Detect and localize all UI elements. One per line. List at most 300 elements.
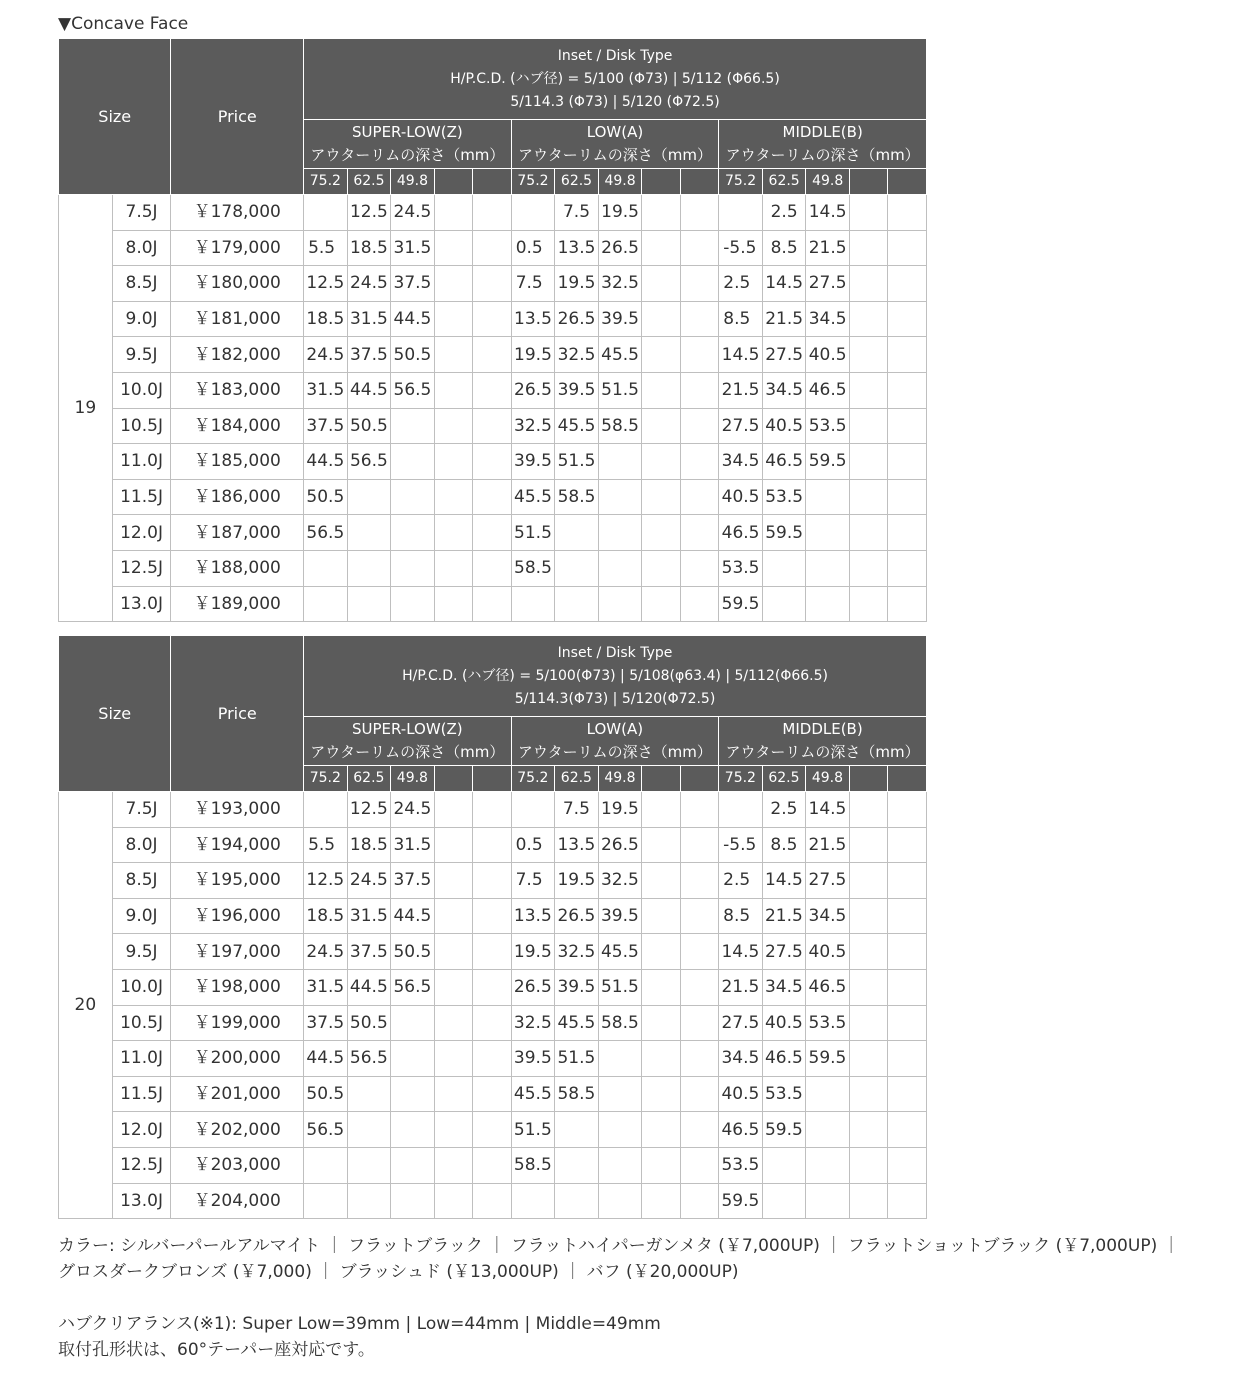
inset-value [347,515,391,551]
inset-value [391,479,435,515]
inset-value: 44.5 [391,898,435,934]
inset-value: 56.5 [391,969,435,1005]
rim-width: 13.0J [112,586,171,622]
inset-value [511,195,555,231]
inset-value: 37.5 [391,863,435,899]
inset-value [888,195,927,231]
inset-value: 50.5 [347,1005,391,1041]
inset-value: 24.5 [391,195,435,231]
price-cell: ￥182,000 [171,337,304,373]
inset-value: 51.5 [598,372,642,408]
inset-value: 58.5 [511,1147,555,1183]
inset-value: 39.5 [555,969,599,1005]
inset-value [849,1041,887,1077]
rim-width: 9.5J [112,934,171,970]
inset-value [762,586,806,622]
inset-value [680,266,718,302]
inset-value [888,934,927,970]
inset-value: 13.5 [511,301,555,337]
table-row [59,586,927,622]
pcd-line: H/P.C.D. (ハブ径) = 5/100(Φ73) | 5/108(φ63.4) | 5/112(Φ66.5) [402,667,828,684]
inset-value [347,1183,391,1219]
inset-value [888,827,927,863]
inset-value [434,792,472,828]
inset-header [304,636,927,717]
inset-value [642,863,680,899]
offset-header: 75.2 [511,169,555,195]
offset-header: 75.2 [304,766,348,792]
inset-value [806,1183,850,1219]
inset-value: 31.5 [304,372,348,408]
rim-depth-label: アウターリムの深さ（mm） [517,146,713,164]
table-row [59,372,927,408]
offset-header [680,169,718,195]
inset-value [642,934,680,970]
inset-value [473,230,511,266]
inset-value: 51.5 [511,1112,555,1148]
inset-value [434,515,472,551]
inset-value [849,408,887,444]
inset-value [473,792,511,828]
inset-value [473,1112,511,1148]
inset-value [888,1112,927,1148]
inset-value [347,479,391,515]
inset-value [434,1112,472,1148]
inset-value: 14.5 [806,792,850,828]
inset-value: 24.5 [304,934,348,970]
inset-value: 7.5 [555,792,599,828]
inset-value [642,266,680,302]
inset-value [304,195,348,231]
rim-width: 12.0J [112,515,171,551]
inset-value [473,934,511,970]
offset-header: 49.8 [598,766,642,792]
inset-value: 39.5 [598,301,642,337]
inset-value: 27.5 [806,266,850,302]
inset-value: 2.5 [719,863,763,899]
inset-value: 46.5 [762,444,806,480]
offset-header: 49.8 [391,766,435,792]
inset-value: 13.5 [511,898,555,934]
price-cell: ￥196,000 [171,898,304,934]
inset-value [555,1112,599,1148]
inset-value [434,408,472,444]
inset-value: 34.5 [719,444,763,480]
inset-value [304,792,348,828]
inset-value: 14.5 [762,863,806,899]
inset-value: 44.5 [304,1041,348,1077]
inset-value [888,898,927,934]
inset-value [434,550,472,586]
rim-width: 10.0J [112,969,171,1005]
table-row [59,550,927,586]
inset-value: 14.5 [719,934,763,970]
inset-value [888,372,927,408]
rim-width: 8.5J [112,863,171,899]
inset-value [473,863,511,899]
table-row [59,934,927,970]
disk-type-name: MIDDLE(B) [782,123,863,141]
inset-value [806,515,850,551]
inset-value [849,444,887,480]
inset-value [473,479,511,515]
offset-header: 62.5 [555,169,599,195]
inset-value: 53.5 [719,550,763,586]
inset-value: 12.5 [304,863,348,899]
inset-value: 58.5 [555,1076,599,1112]
inset-value [680,444,718,480]
inset-value [434,444,472,480]
price-cell: ￥186,000 [171,479,304,515]
inset-value [806,1147,850,1183]
inset-value: 56.5 [304,515,348,551]
price-cell: ￥195,000 [171,863,304,899]
inset-value [849,1076,887,1112]
inset-value: 12.5 [347,195,391,231]
inset-value: 31.5 [391,827,435,863]
offset-header [642,169,680,195]
rim-width: 9.0J [112,301,171,337]
inset-value [849,969,887,1005]
inset-value [642,230,680,266]
inset-value [555,586,599,622]
inset-value: 12.5 [304,266,348,302]
inset-value [680,408,718,444]
inset-value [888,550,927,586]
disk-type-name: SUPER-LOW(Z) [351,720,463,738]
inset-value: 34.5 [762,969,806,1005]
inset-value [680,1112,718,1148]
table-row [59,479,927,515]
inset-value: 27.5 [806,863,850,899]
disk-type-name: LOW(A) [586,720,644,738]
inset-value [434,969,472,1005]
inset-value [849,863,887,899]
inset-value [642,195,680,231]
inset-value [680,301,718,337]
inset-value [888,969,927,1005]
offset-header [642,766,680,792]
inset-value: 45.5 [598,934,642,970]
inset-value [642,408,680,444]
offset-header: 62.5 [762,766,806,792]
inset-value: 21.5 [762,898,806,934]
disk-type-header [304,120,512,169]
inset-value: 26.5 [598,827,642,863]
inset-value [642,337,680,373]
inset-value [473,586,511,622]
inset-value [555,1147,599,1183]
inset-value: 27.5 [762,337,806,373]
inset-value [598,1183,642,1219]
inset-value [806,550,850,586]
inset-value: 0.5 [511,230,555,266]
inset-value [434,372,472,408]
inset-value [391,444,435,480]
inset-value [849,550,887,586]
rim-depth-label: アウターリムの深さ（mm） [725,146,920,164]
inset-value [391,550,435,586]
rim-depth-label: アウターリムの深さ（mm） [310,146,505,164]
offset-header: 75.2 [304,169,348,195]
inset-value: 19.5 [511,934,555,970]
inset-value: 21.5 [806,827,850,863]
mounting-note: 取付孔形状は、60°テーパー座対応です。 [58,1340,375,1360]
table-row [59,266,927,302]
inset-value [434,863,472,899]
table-row [59,898,927,934]
table-row [59,301,927,337]
inset-value [473,266,511,302]
inset-value: 37.5 [304,1005,348,1041]
pcd-line: H/P.C.D. (ハブ径) = 5/100 (Φ73) | 5/112 (Φ66.5) [450,70,780,87]
inset-value [888,1147,927,1183]
inset-value: 45.5 [511,479,555,515]
inset-value [849,898,887,934]
inset-value: 27.5 [719,1005,763,1041]
rim-size: 19 [59,195,113,622]
rim-width: 12.0J [112,1112,171,1148]
inset-value [473,550,511,586]
spec-table-19 [58,38,927,622]
offset-header [680,766,718,792]
inset-value [473,898,511,934]
inset-value: 37.5 [347,934,391,970]
offset-header [473,169,511,195]
inset-value: 40.5 [719,479,763,515]
inset-value: 18.5 [347,827,391,863]
inset-value: 31.5 [391,230,435,266]
inset-value: 39.5 [511,1041,555,1077]
inset-value [347,1076,391,1112]
inset-value: 7.5 [555,195,599,231]
inset-value: 53.5 [762,479,806,515]
inset-value: 39.5 [598,898,642,934]
inset-value [434,337,472,373]
colors-line-2: グロスダークブロンズ (￥7,000) ｜ ブラッシュド (￥13,000UP) ｜ バフ (￥20,000UP) [58,1262,739,1282]
inset-value: 8.5 [762,827,806,863]
inset-value [888,863,927,899]
inset-value: 13.5 [555,230,599,266]
inset-value [304,586,348,622]
inset-value [642,550,680,586]
inset-value [849,515,887,551]
inset-value [680,1147,718,1183]
inset-value [888,266,927,302]
inset-value [849,586,887,622]
inset-value: 13.5 [555,827,599,863]
inset-value [849,792,887,828]
inset-value [680,479,718,515]
inset-value: 40.5 [762,1005,806,1041]
inset-value [680,934,718,970]
inset-value: 40.5 [762,408,806,444]
inset-value [806,1076,850,1112]
inset-value [434,1041,472,1077]
inset-value: 45.5 [555,408,599,444]
offset-header [849,766,887,792]
inset-value: 19.5 [511,337,555,373]
inset-value [511,1183,555,1219]
inset-value [598,1112,642,1148]
inset-value: -5.5 [719,827,763,863]
inset-value [762,1147,806,1183]
price-cell: ￥203,000 [171,1147,304,1183]
inset-value [680,1005,718,1041]
inset-value [473,969,511,1005]
rim-width: 10.5J [112,408,171,444]
inset-value: 18.5 [304,898,348,934]
inset-value [888,792,927,828]
inset-value: 19.5 [555,863,599,899]
pcd-line: 5/114.3 (Φ73) | 5/120 (Φ72.5) [510,93,720,110]
inset-value [642,1183,680,1219]
inset-value [434,266,472,302]
inset-value [473,515,511,551]
inset-value [888,337,927,373]
rim-width: 10.0J [112,372,171,408]
inset-value [849,195,887,231]
inset-value: 45.5 [511,1076,555,1112]
table-row [59,1183,927,1219]
inset-value: 34.5 [719,1041,763,1077]
inset-value [680,372,718,408]
inset-value: 32.5 [511,408,555,444]
rim-depth-label: アウターリムの深さ（mm） [310,743,505,761]
inset-value [849,479,887,515]
inset-value: 58.5 [598,408,642,444]
price-cell: ￥197,000 [171,934,304,970]
table-row [59,337,927,373]
inset-value [391,1147,435,1183]
disk-type-header [511,120,719,169]
inset-value [680,195,718,231]
inset-value: 56.5 [347,1041,391,1077]
section-title: ▼Concave Face [58,14,189,34]
inset-value: 59.5 [806,444,850,480]
offset-header: 62.5 [347,766,391,792]
disk-type-header [304,717,512,766]
offset-header: 75.2 [511,766,555,792]
inset-value: 27.5 [719,408,763,444]
inset-value [849,1112,887,1148]
inset-value: 51.5 [598,969,642,1005]
hub-clearance-note: ハブクリアランス(※1): Super Low=39mm | Low=44mm | Middle=49mm [58,1314,661,1334]
inset-value [680,586,718,622]
inset-value: 5.5 [304,827,348,863]
offset-header: 49.8 [806,766,850,792]
inset-value [680,898,718,934]
spec-table-20 [58,635,927,1219]
inset-value: 44.5 [347,969,391,1005]
inset-value [888,230,927,266]
inset-value: 2.5 [719,266,763,302]
inset-value: 24.5 [347,863,391,899]
inset-value: 18.5 [347,230,391,266]
price-cell: ￥185,000 [171,444,304,480]
inset-value: 50.5 [391,337,435,373]
inset-value [555,1183,599,1219]
inset-value [888,479,927,515]
inset-value [888,301,927,337]
inset-value: 44.5 [391,301,435,337]
inset-value: 26.5 [555,301,599,337]
inset-value [849,1147,887,1183]
inset-value [434,301,472,337]
inset-value [849,827,887,863]
disk-type-name: MIDDLE(B) [782,720,863,738]
table-row [59,1147,927,1183]
table-row [59,408,927,444]
inset-value: 59.5 [762,1112,806,1148]
rim-width: 10.5J [112,1005,171,1041]
inset-value: 18.5 [304,301,348,337]
price-cell: ￥188,000 [171,550,304,586]
inset-value: -5.5 [719,230,763,266]
inset-value [473,444,511,480]
inset-value [680,1041,718,1077]
inset-value [391,1183,435,1219]
disk-type-name: LOW(A) [586,123,644,141]
inset-value: 21.5 [719,372,763,408]
offset-header [849,169,887,195]
inset-value [473,1041,511,1077]
price-header: Price [171,636,304,792]
inset-value: 39.5 [511,444,555,480]
inset-value [391,1112,435,1148]
inset-value: 31.5 [347,301,391,337]
inset-value: 21.5 [806,230,850,266]
price-cell: ￥204,000 [171,1183,304,1219]
inset-value [555,515,599,551]
inset-value: 56.5 [304,1112,348,1148]
rim-width: 11.0J [112,1041,171,1077]
inset-value [680,230,718,266]
inset-value [473,337,511,373]
inset-value [642,479,680,515]
size-header: Size [59,636,171,792]
inset-value [598,444,642,480]
inset-value [391,1005,435,1041]
table-row [59,1041,927,1077]
inset-value [806,1112,850,1148]
inset-value: 31.5 [347,898,391,934]
inset-value: 2.5 [762,792,806,828]
inset-value: 12.5 [347,792,391,828]
inset-value [642,792,680,828]
inset-value: 32.5 [511,1005,555,1041]
rim-width: 11.0J [112,444,171,480]
inset-value [347,550,391,586]
inset-value [473,372,511,408]
inset-value [391,408,435,444]
inset-value [888,1005,927,1041]
inset-value [642,1076,680,1112]
inset-value [888,586,927,622]
inset-value [473,1076,511,1112]
inset-value: 19.5 [598,195,642,231]
inset-value: 14.5 [719,337,763,373]
inset-value [642,301,680,337]
inset-value [680,863,718,899]
inset-value: 5.5 [304,230,348,266]
inset-value: 19.5 [598,792,642,828]
inset-value [888,444,927,480]
inset-value [642,898,680,934]
table-row [59,1005,927,1041]
offset-header: 49.8 [391,169,435,195]
inset-value [434,934,472,970]
